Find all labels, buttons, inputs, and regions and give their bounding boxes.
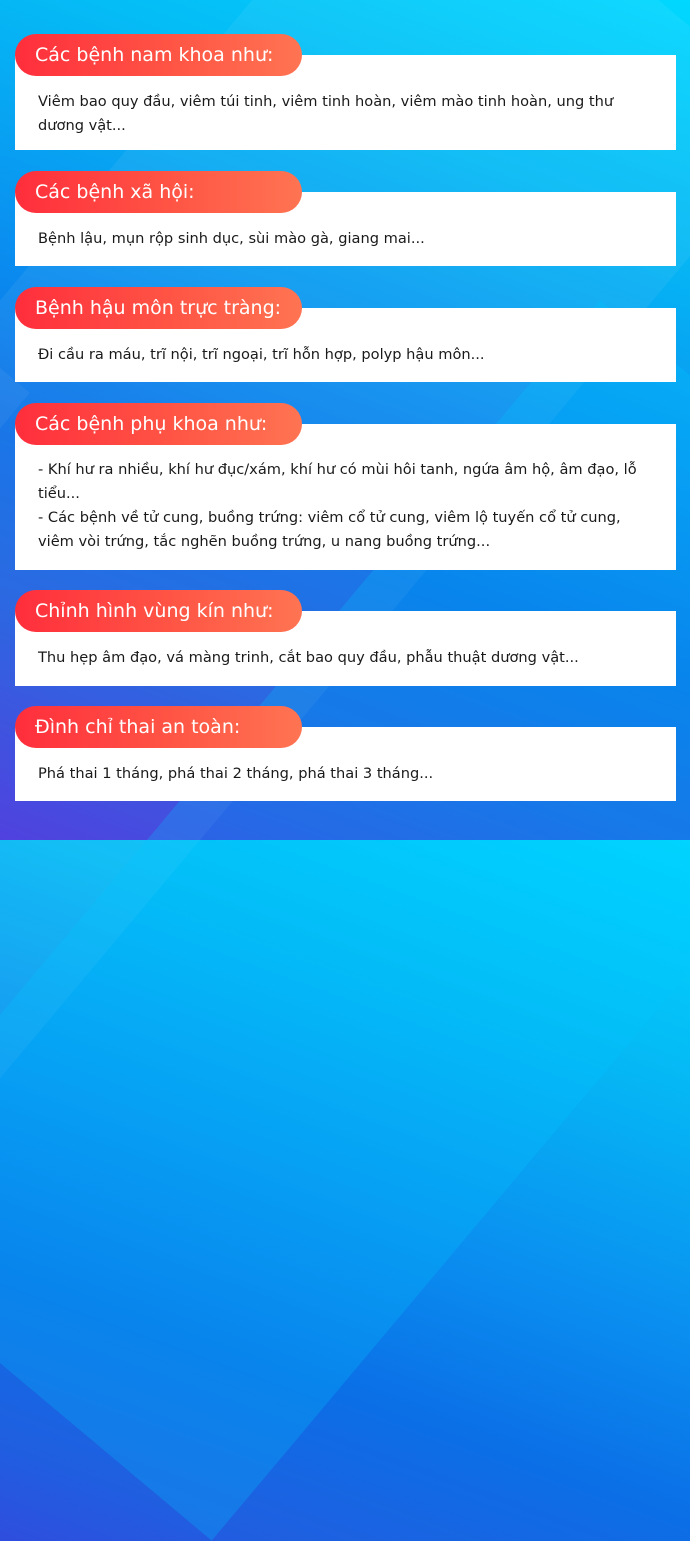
section-title-pill: Các bệnh phụ khoa như: xyxy=(15,403,302,445)
description-line: Bệnh lậu, mụn rộp sinh dục, sùi mào gà, giang mai... xyxy=(38,230,425,247)
section-description xyxy=(38,762,652,786)
description-line: Phá thai 1 tháng, phá thai 2 tháng, phá thai 3 tháng... xyxy=(38,765,434,782)
section-title-pill: Các bệnh nam khoa như: xyxy=(15,34,302,76)
section-male-diseases xyxy=(15,34,676,150)
section-description xyxy=(38,90,652,138)
description-line: Đi cầu ra máu, trĩ nội, trĩ ngoại, trĩ hỗn hợp, polyp hậu môn... xyxy=(38,346,485,363)
section-description xyxy=(38,343,652,367)
section-anorectal-diseases xyxy=(15,287,676,382)
description-line: - Các bệnh về tử cung, buồng trứng: viêm cổ tử cung, viêm lộ tuyến cổ tử cung, viêm vòi trứng, tắc nghẽn buồng trứng, u nang buồng trứng... xyxy=(38,509,621,550)
section-card xyxy=(15,424,676,570)
section-description xyxy=(38,458,652,554)
section-title-pill: Đình chỉ thai an toàn: xyxy=(15,706,302,748)
section-intimate-surgery xyxy=(15,590,676,686)
section-gynecological-diseases xyxy=(15,403,676,570)
section-std-diseases xyxy=(15,171,676,266)
description-line: - Khí hư ra nhiều, khí hư đục/xám, khí hư có mùi hôi tanh, ngứa âm hộ, âm đạo, lỗ tiểu... xyxy=(38,461,637,502)
description-line: Thu hẹp âm đạo, vá màng trinh, cắt bao quy đầu, phẫu thuật dương vật... xyxy=(38,649,579,666)
section-title-pill: Chỉnh hình vùng kín như: xyxy=(15,590,302,632)
section-safe-abortion xyxy=(15,706,676,801)
section-description xyxy=(38,227,652,251)
section-title-pill: Các bệnh xã hội: xyxy=(15,171,302,213)
description-line: Viêm bao quy đầu, viêm túi tinh, viêm tinh hoàn, viêm mào tinh hoàn, ung thư dương vật... xyxy=(38,93,614,134)
section-description xyxy=(38,646,652,670)
section-title-pill: Bệnh hậu môn trực tràng: xyxy=(15,287,302,329)
